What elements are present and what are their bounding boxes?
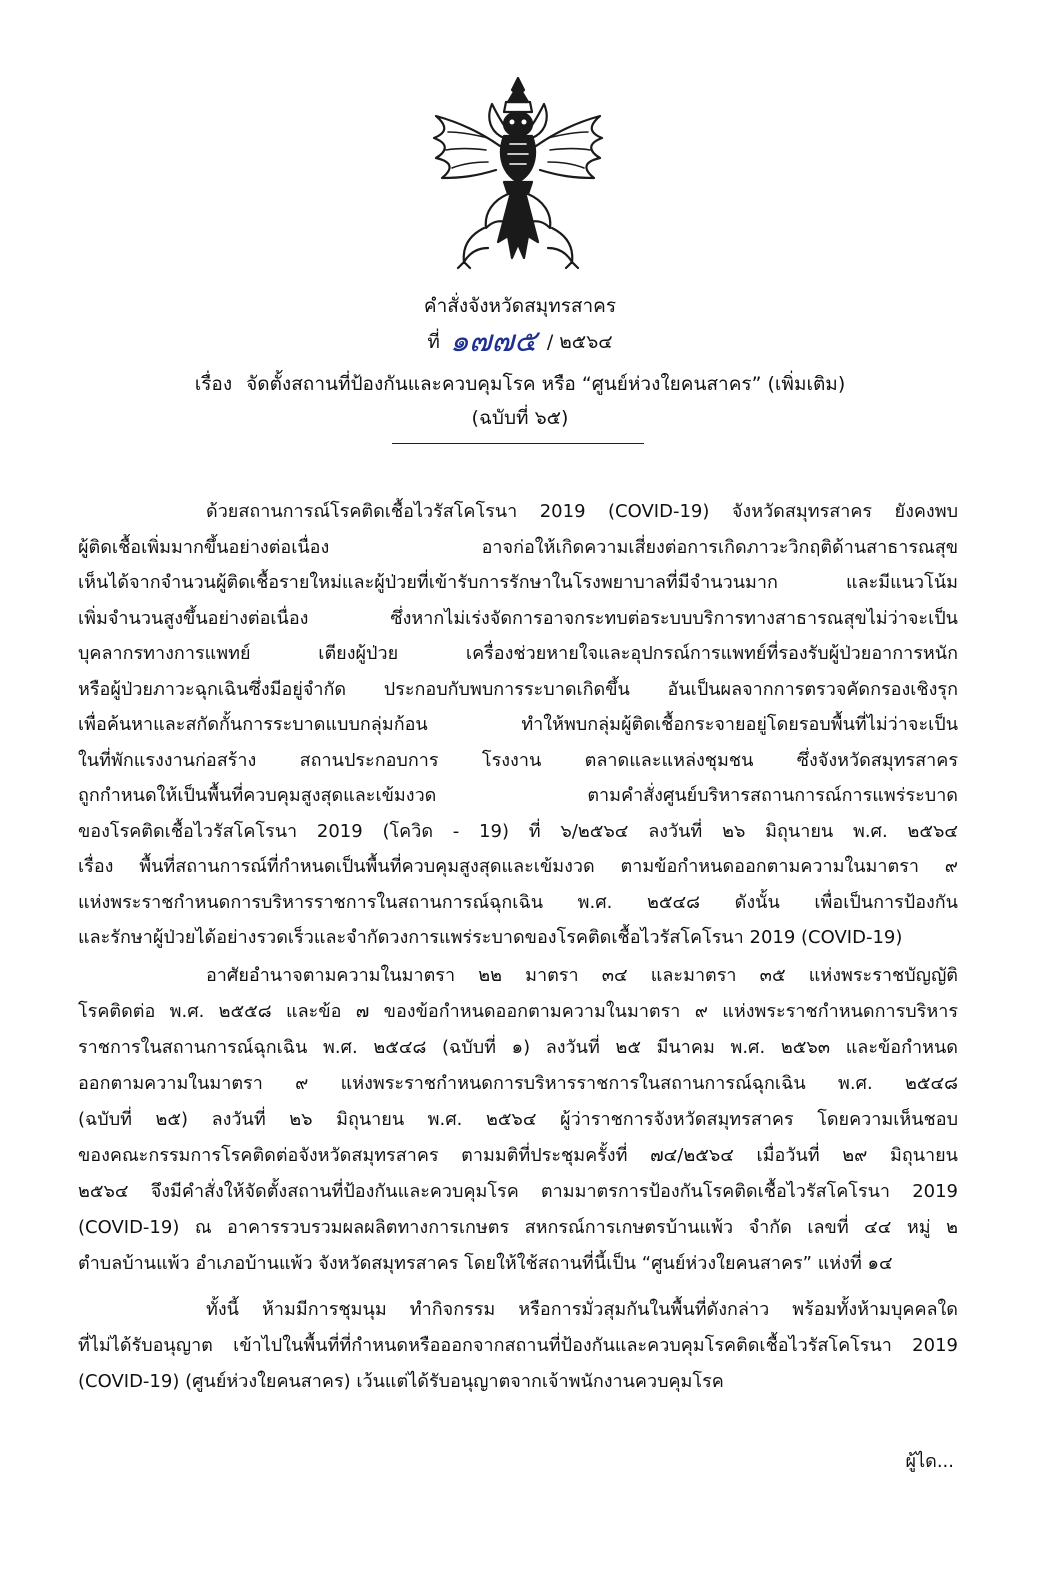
paragraph-line: ตำบลบ้านแพ้ว อำเภอบ้านแพ้ว จังหวัดสมุทรสาคร โดยให้ใช้สถานที่นี้เป็น “ศูนย์ห่วงใยคนสาคร” แห่งที่ ๑๔ <box>78 1253 893 1274</box>
paragraph-line: เพิ่มจำนวนสูงขึ้นอย่างต่อเนื่อง ซึ่งหากไม่เร่งจัดการอาจกระทบต่อระบบบริการทางสาธารณสุขไม่ว่าจะเป็น <box>78 607 958 629</box>
paragraph-line: ถูกกำหนดให้เป็นพื้นที่ควบคุมสูงสุดและเข้มงวด ตามคำสั่งศูนย์บริหารสถานการณ์การแพร่ระบาด <box>78 785 958 806</box>
paragraph-line: ที่ไม่ได้รับอนุญาต เข้าไปในพื้นที่ที่กำหนดหรือออกจากสถานที่ป้องกันและควบคุมโรคติดเชื้อไวรัสโคโรนา 2019 <box>78 1335 958 1356</box>
subject-text: จัดตั้งสถานที่ป้องกันและควบคุมโรค หรือ “ศูนย์ห่วงใยคนสาคร” (เพิ่มเติม) <box>246 373 846 395</box>
paragraph-line: ผู้ติดเชื้อเพิ่มมากขึ้นอย่างต่อเนื่อง อาจก่อให้เกิดความเสี่ยงต่อการเกิดภาวะวิกฤติด้านสาธารณสุข <box>78 536 958 558</box>
paragraph-line: ราชการในสถานการณ์ฉุกเฉิน พ.ศ. ๒๕๔๘ (ฉบับที่ ๑) ลงวันที่ ๒๕ มีนาคม พ.ศ. ๒๕๖๓ และข้อกำหนด <box>78 1037 958 1058</box>
paragraph-line: อาศัยอำนาจตามความในมาตรา ๒๒ มาตรา ๓๔ และมาตรา ๓๕ แห่งพระราชบัญญัติ <box>206 965 958 986</box>
paragraph-line: ทั้งนี้ ห้ามมีการชุมนุม ทำกิจกรรม หรือการมั่วสุมกันในพื้นที่ดังกล่าว พร้อมทั้งห้ามบุคคลใด <box>206 1299 958 1320</box>
order-issue: (ฉบับที่ ๖๕) <box>471 407 569 429</box>
order-subject <box>0 372 1040 396</box>
paragraph-line: (COVID-19) (ศูนย์ห่วงใยคนสาคร) เว้นแต่ได้รับอนุญาตจากเจ้าพนักงานควบคุมโรค <box>78 1371 724 1392</box>
paragraph-line: ในที่พักแรงงานก่อสร้าง สถานประกอบการ โรงงาน ตลาดและแหล่งชุมชน ซึ่งจังหวัดสมุทรสาคร <box>78 749 958 771</box>
subject-label: เรื่อง <box>194 373 233 395</box>
paragraph-line: ของโรคติดเชื้อไวรัสโคโรนา 2019 (โควิด - 19) ที่ ๖/๒๕๖๔ ลงวันที่ ๒๖ มิถุนายน พ.ศ. ๒๕๖๔ <box>78 820 958 842</box>
header-divider <box>392 443 644 444</box>
order-number-suffix: / ๒๕๖๔ <box>546 331 613 353</box>
order-number <box>0 324 1040 359</box>
paragraph-line: ของคณะกรรมการโรคติดต่อจังหวัดสมุทรสาคร ตามมติที่ประชุมครั้งที่ ๗๔/๒๕๖๔ เมื่อวันที่ ๒๙ มิถุนายน <box>78 1145 958 1166</box>
paragraph-line: บุคลากรทางการแพทย์ เตียงผู้ป่วย เครื่องช่วยหายใจและอุปกรณ์การแพทย์ที่รองรับผู้ป่วยอาการหนัก <box>78 643 958 664</box>
paragraph-situation <box>78 494 958 956</box>
paragraph-line: ๒๕๖๔ จึงมีคำสั่งให้จัดตั้งสถานที่ป้องกันและควบคุมโรค ตามมาตรการป้องกันโรคติดเชื้อไวรัสโคโรนา 2019 <box>78 1181 958 1202</box>
paragraph-line: เรื่อง พื้นที่สถานการณ์ที่กำหนดเป็นพื้นที่ควบคุมสูงสุดและเข้มงวด ตามข้อกำหนดออกตามความในมาตรา ๙ <box>78 856 958 877</box>
paragraph-authority <box>78 958 958 1282</box>
paragraph-line: เห็นได้จากจำนวนผู้ติดเชื้อรายใหม่และผู้ป่วยที่เข้ารับการรักษาในโรงพยาบาลที่มีจำนวนมาก และมีแนวโน้ม <box>78 572 958 593</box>
order-number-prefix: ที่ <box>427 331 440 353</box>
paragraph-line: โรคติดต่อ พ.ศ. ๒๕๕๘ และข้อ ๗ ของข้อกำหนดออกตามความในมาตรา ๙ แห่งพระราชกำหนดการบริหาร <box>78 1001 958 1022</box>
order-number-handwritten: ๑๗๗๕ <box>449 324 537 359</box>
paragraph-line: ออกตามความในมาตรา ๙ แห่งพระราชกำหนดการบริหารราชการในสถานการณ์ฉุกเฉิน พ.ศ. ๒๕๔๘ <box>78 1073 958 1094</box>
page-continuation: ผู้ได... <box>905 1451 954 1472</box>
paragraph-line: แห่งพระราชกำหนดการบริหารราชการในสถานการณ์ฉุกเฉิน พ.ศ. ๒๕๔๘ ดังนั้น เพื่อเป็นการป้องกัน <box>78 891 958 913</box>
order-title: คำสั่งจังหวัดสมุทรสาคร <box>423 295 617 317</box>
paragraph-line: เพื่อค้นหาและสกัดกั้นการระบาดแบบกลุ่มก้อน ทำให้พบกลุ่มผู้ติดเชื้อกระจายอยู่โดยรอบพื้นที่ไม่ว่าจะเป็น <box>78 714 958 735</box>
paragraph-line: และรักษาผู้ป่วยได้อย่างรวดเร็วและจำกัดวงการแพร่ระบาดของโรคติดเชื้อไวรัสโคโรนา 2019 (COVID-19) <box>78 927 903 948</box>
paragraph-restrictions <box>78 1292 958 1400</box>
paragraph-line: (COVID-19) ณ อาคารรวบรวมผลผลิตทางการเกษตร สหกรณ์การเกษตรบ้านแพ้ว จำกัด เลขที่ ๔๔ หมู่ ๒ <box>78 1217 958 1238</box>
paragraph-line: ด้วยสถานการณ์โรคติดเชื้อไวรัสโคโรนา 2019 (COVID-19) จังหวัดสมุทรสาคร ยังคงพบ <box>206 501 958 522</box>
paragraph-line: (ฉบับที่ ๒๕) ลงวันที่ ๒๖ มิถุนายน พ.ศ. ๒๕๖๔ ผู้ว่าราชการจังหวัดสมุทรสาคร โดยความเห็นชอบ <box>78 1109 958 1130</box>
garuda-emblem-icon <box>428 72 608 272</box>
paragraph-line: หรือผู้ป่วยภาวะฉุกเฉินซึ่งมีอยู่จำกัด ประกอบกับพบการระบาดเกิดขึ้น อันเป็นผลจากการตรวจคัดกรองเชิงรุก <box>78 678 958 700</box>
